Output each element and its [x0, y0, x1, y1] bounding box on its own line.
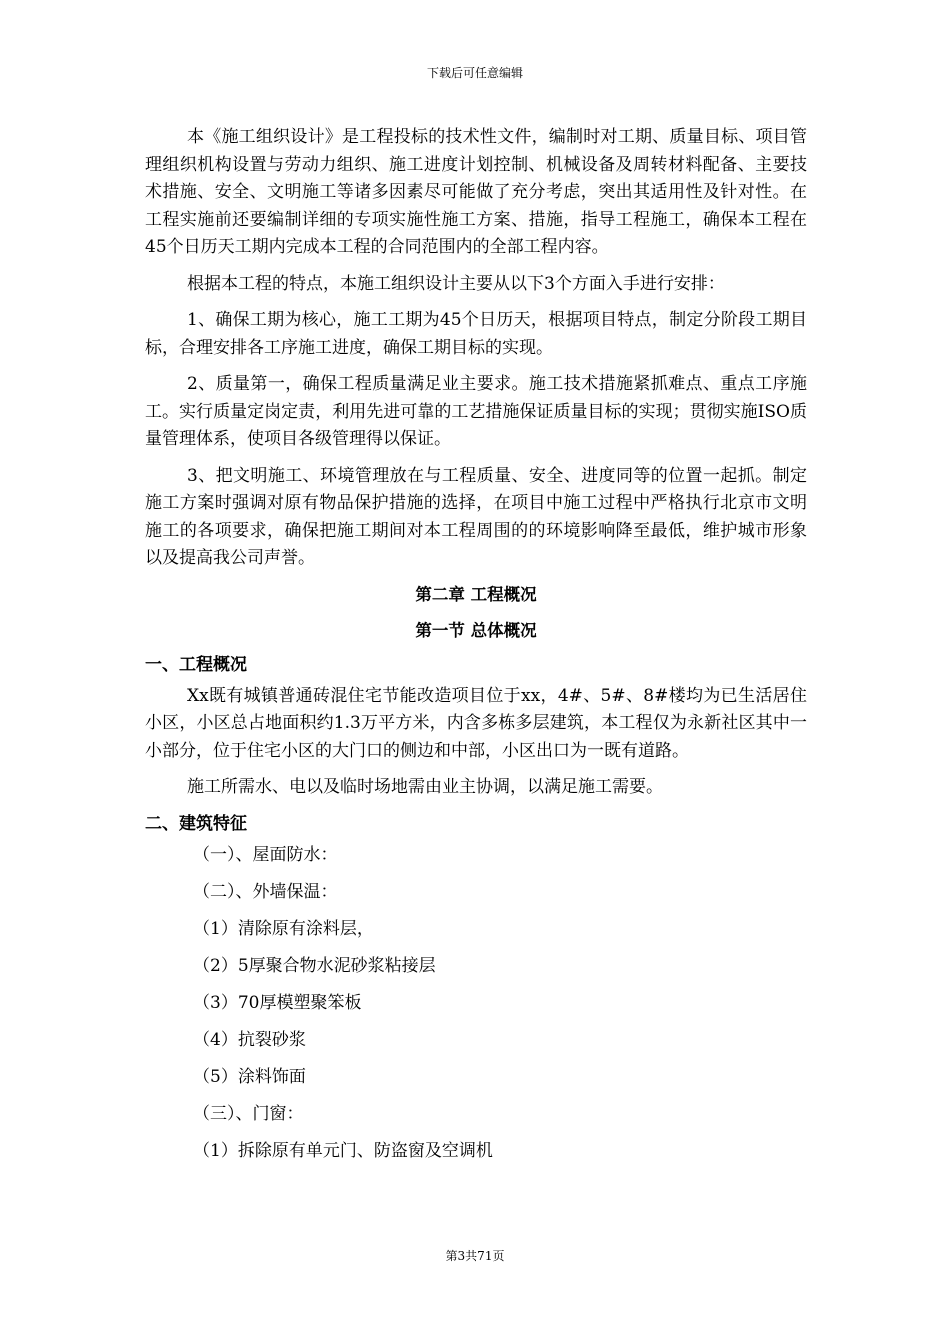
list-item: （一）、屋面防水： [193, 844, 338, 865]
list-item: （1）清除原有涂料层， [193, 918, 374, 939]
list-item: （2）5厚聚合物水泥砂浆粘接层 [193, 955, 436, 976]
intro-paragraph: 3、把文明施工、环境管理放在与工程质量、安全、进度同等的位置一起抓。制定施工方案时强调对原有物品保护措施的选择，在项目中施工过程中严格执行北京市文明施工的各项要求，确保把施工期间对本工程周围的的环境影响降至最低，维护城市形象以及提高我公司声誉。 [145, 465, 807, 568]
document-body [145, 124, 807, 1175]
part1-paragraph: 施工所需水、电以及临时场地需由业主协调，以满足施工需要。 [187, 777, 663, 797]
list-item: （5）涂料饰面 [193, 1066, 306, 1087]
intro-paragraph: 根据本工程的特点，本施工组织设计主要从以下3个方面入手进行安排： [187, 273, 725, 294]
list-item: （4）抗裂砂浆 [193, 1029, 306, 1050]
section-title: 第一节 总体概况 [415, 620, 537, 640]
intro-paragraph: 1、确保工期为核心，施工工期为45个日历天，根据项目特点，制定分阶段工期目标，合理安排各工序施工进度，确保工期目标的实现。 [145, 310, 807, 358]
list-item: （二）、外墙保温： [193, 881, 338, 902]
intro-paragraph: 2、质量第一，确保工程质量满足业主要求。施工技术措施紧抓难点、重点工序施工。实行质量定岗定责，利用先进可靠的工艺措施保证质量目标的实现；贯彻实施ISO质量管理体系，使项目各级管理得以保证。 [145, 374, 807, 449]
part1-heading: 一、工程概况 [145, 654, 247, 675]
chapter-title: 第二章 工程概况 [415, 584, 537, 604]
page-footer: 第3共71页 [445, 1249, 505, 1263]
list-item: （三）、门窗： [193, 1103, 304, 1124]
part1-paragraph: Xx既有城镇普通砖混住宅节能改造项目位于xx，4#、5#、8#楼均为已生活居住小区，小区总占地面积约1.3万平方米，内含多栋多层建筑，本工程仅为永新社区其中一小部分，位于住宅小区的大门口的侧边和中部，小区出口为一既有道路。 [145, 685, 807, 761]
list-item: （3）70厚模塑聚笨板 [193, 992, 362, 1013]
page-header: 下载后可任意编辑 [426, 66, 523, 80]
part2-heading: 二、建筑特征 [145, 813, 247, 834]
list-item: （1）拆除原有单元门、防盗窗及空调机 [193, 1140, 493, 1161]
intro-paragraph: 本《施工组织设计》是工程投标的技术性文件，编制时对工期、质量目标、项目管理组织机构设置与劳动力组织、施工进度计划控制、机械设备及周转材料配备、主要技术措施、安全、文明施工等诸多因素尽可能做了充分考虑，突出其适用性及针对性。在工程实施前还要编制详细的专项实施性施工方案、措施，指导工程施工，确保本工程在45个日历天工期内完成本工程的合同范围内的全部工程内容。 [145, 127, 807, 257]
